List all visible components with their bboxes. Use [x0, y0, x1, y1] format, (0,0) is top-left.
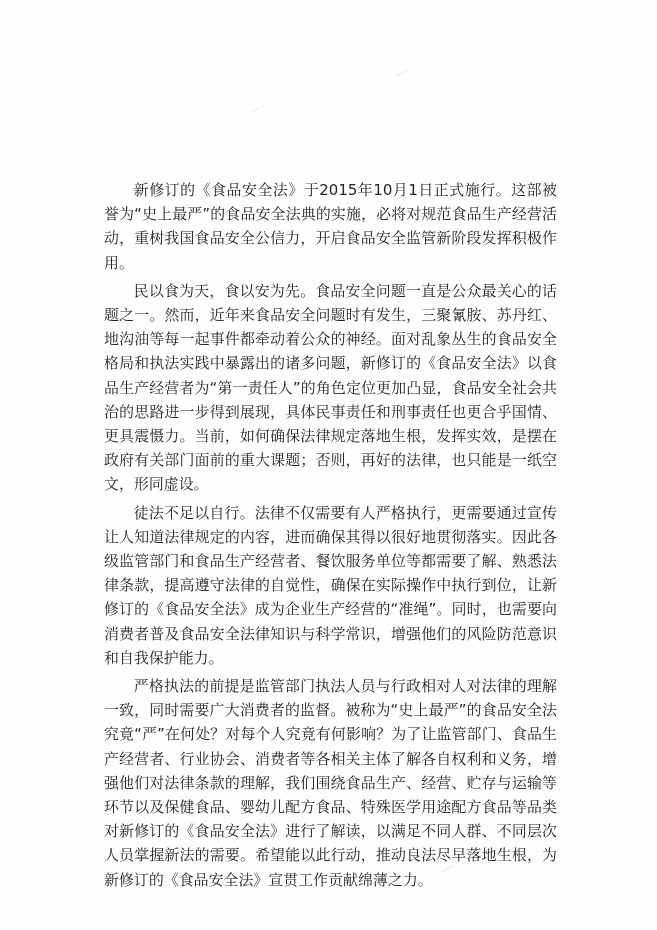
paragraph: 严格执法的前提是监管部门执法人员与行政相对人对法律的理解一致，同时需要广大消费者的监督。被称为“史上最严”的食品安全法究竟“严”在何处？对每个人究竟有何影响？为了让监管部门、食品生产经营者、行业协会、消费者等各相关主体了解各自权利和义务，增强他们对法律条款的理解，我们围绕食品生产、经营、贮存与运输等环节以及保健食品、婴幼儿配方食品、特殊医学用途配方食品等品类对新修订的《食品安全法》进行了解读，以满足不同人群、不同层次人员掌握新法的需要。希望能以此行动，推动良法尽早落地生根，为新修订的《食品安全法》宣贯工作贡献绵薄之力。 — [104, 677, 557, 889]
scan-speck — [395, 69, 408, 78]
scan-speck — [250, 105, 263, 114]
preface-body — [104, 178, 557, 896]
paragraph: 民以食为天，食以安为先。食品安全问题一直是公众最关心的话题之一。然而，近年来食品安全问题时有发生，三聚氰胺、苏丹红、地沟油等每一起事件都牵动着公众的神经。面对乱象丛生的食品安全格局和执法实践中暴露出的诸多问题，新修订的《食品安全法》以食品生产经营者为“第一责任人”的角色定位更加凸显，食品安全社会共治的思路进一步得到展现，具体民事责任和刑事责任也更合乎国情、更具震慑力。当前，如何确保法律规定落地生根，发挥实效，是摆在政府有关部门面前的重大课题；否则，再好的法律，也只能是一纸空文，形同虚设。 — [104, 281, 557, 494]
paragraph: 新修订的《食品安全法》于2015年10月1日正式施行。这部被誉为“史上最严”的食品安全法典的实施，必将对规范食品生产经营活动，重树我国食品安全公信力，开启食品安全监管新阶段发挥积极作用。 — [104, 181, 557, 272]
paragraph: 徒法不足以自行。法律不仅需要有人严格执行，更需要通过宣传让人知道法律规定的内容，进而确保其得以很好地贯彻落实。因此各级监管部门和食品生产经营者、餐饮服务单位等都需要了解、熟悉法律条款，提高遵守法律的自觉性，确保在实际操作中执行到位，让新修订的《食品安全法》成为企业生产经营的“准绳”。同时，也需要向消费者普及食品安全法律知识与科学常识，增强他们的风险防范意识和自我保护能力。 — [104, 503, 557, 667]
